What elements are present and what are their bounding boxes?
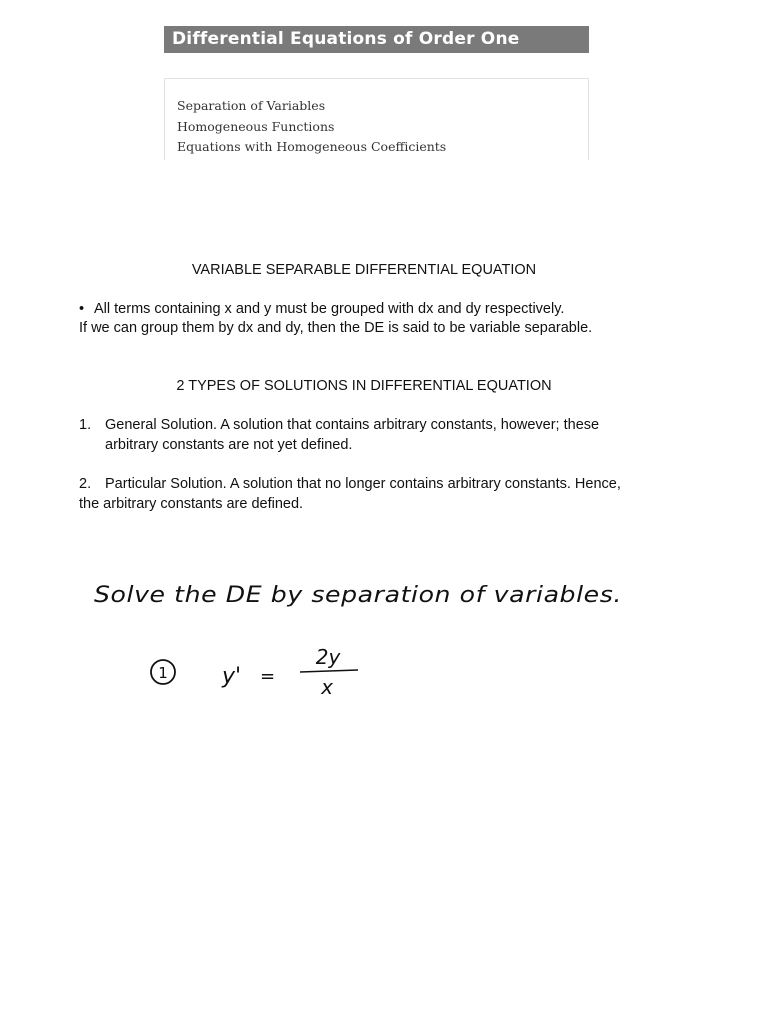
topic-link-homogeneous-coefficients[interactable]: Equations with Homogeneous Coefficients bbox=[177, 139, 447, 154]
item2-line1: Particular Solution. A solution that no longer contains arbitrary constants. Hence, bbox=[105, 476, 621, 492]
problem-number: 1 bbox=[158, 664, 168, 682]
item1-number: 1. bbox=[79, 417, 92, 433]
equation-equals: = bbox=[260, 666, 276, 687]
topic-header: Differential Equations of Order One bbox=[164, 26, 589, 53]
fraction-bar bbox=[300, 670, 358, 672]
bullet-marker: • bbox=[79, 301, 85, 317]
equation-denominator: x bbox=[321, 675, 333, 699]
variable-separable-heading: VARIABLE SEPARABLE DIFFERENTIAL EQUATION bbox=[191, 262, 537, 278]
bullet-text: All terms containing x and y must be grouped with dx and dy respectively. bbox=[94, 301, 565, 317]
item1-line2: arbitrary constants are not yet defined. bbox=[105, 437, 353, 453]
item1-line1: General Solution. A solution that contains arbitrary constants, however; these bbox=[105, 417, 600, 433]
bullet-continuation: If we can group them by dx and dy, then the DE is said to be variable separable. bbox=[79, 320, 593, 336]
equation-lhs: y' bbox=[222, 664, 242, 689]
item2-line2: the arbitrary constants are defined. bbox=[79, 496, 304, 512]
topic-link-homogeneous-functions[interactable]: Homogeneous Functions bbox=[177, 119, 335, 134]
solution-types-heading: 2 TYPES OF SOLUTIONS IN DIFFERENTIAL EQUATION bbox=[176, 378, 552, 394]
item2-number: 2. bbox=[79, 476, 92, 492]
equation-numerator: 2y bbox=[315, 645, 341, 669]
handwritten-instruction: Solve the DE by separation of variables. bbox=[94, 583, 622, 608]
topic-link-separation-of-variables[interactable]: Separation of Variables bbox=[177, 98, 326, 113]
